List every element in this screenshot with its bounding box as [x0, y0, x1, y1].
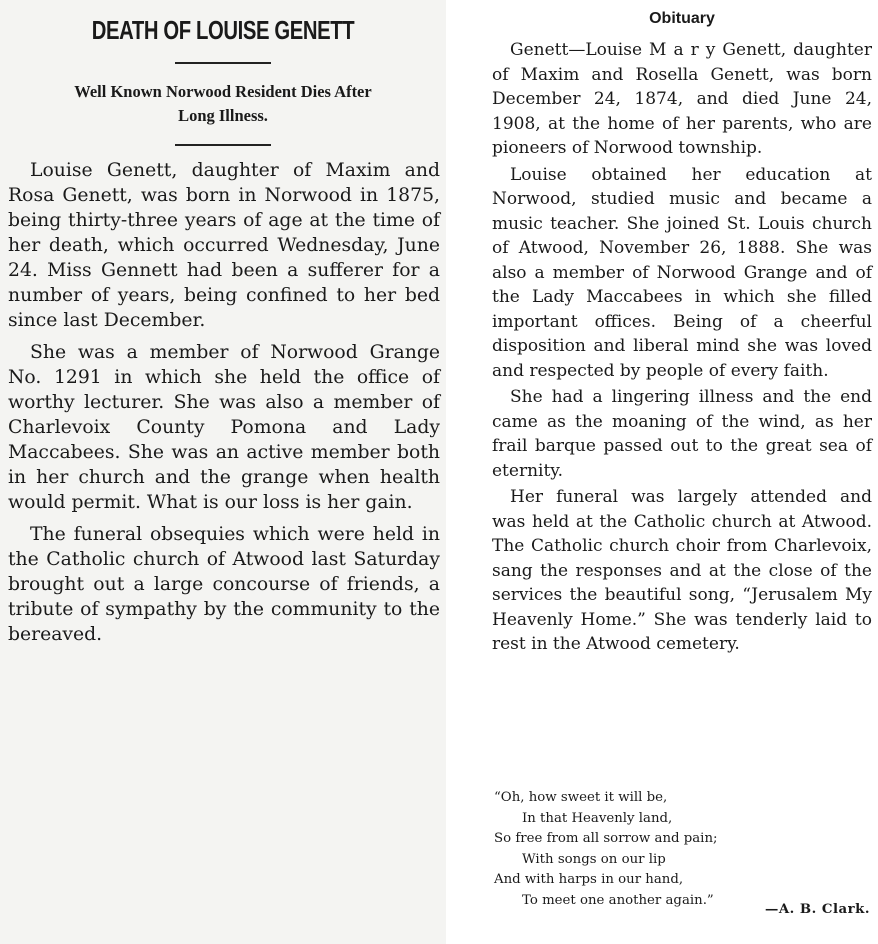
poem-line-6: To meet one another again.” — [522, 892, 714, 908]
poem-line-5: And with harps in our hand, — [494, 872, 684, 887]
subhead-rule — [175, 144, 271, 146]
right-paragraph-2: Louise obtained her education at Norwood, studied music and became a music teacher. She joined St. Louis church of Atwood, November 26, 1888. She was also a member of Norwood Grange and of the Lady Maccabees in which she filled important offices. Being of a cheerful disposition and liberal mind she was loved and respected by people of every faith. — [492, 164, 872, 381]
right-paragraph-4: Her funeral was largely attended and was held at the Catholic church at Atwood. The Catholic church choir from Charlevoix, sang the responses and at the close of the services the beautiful song, “Jerusalem My Heavenly Home.” She was tenderly laid to rest in the Atwood cemetery. — [492, 487, 872, 654]
left-paragraph-1: Louise Genett, daughter of Maxim and Rosa Genett, was born in Norwood in 1875, being thirty-three years of age at the time of her death, which occurred Wednesday, June 24. Miss Gennett had been a sufferer for a number of years, being confined to her bed since last December. — [8, 160, 440, 331]
subheadline — [0, 80, 446, 128]
left-paragraph-3: The funeral obsequies which were held in the Catholic church of Atwood last Saturday brought out a large concourse of friends, a tribute of sympathy by the community to the bereaved. — [8, 524, 440, 645]
poem-line-1: “Oh, how sweet it will be, — [494, 790, 668, 805]
poem-line-3: So free from all sorrow and pain; — [494, 831, 718, 846]
headline: DEATH OF LOUISE GENETT — [91, 15, 355, 45]
obituary-title: Obituary — [649, 10, 715, 27]
column-gap — [446, 0, 486, 944]
right-paragraph-3: She had a lingering illness and the end came as the moaning of the wind, as her frail barque passed out to the great sea of eternity. — [492, 387, 872, 481]
right-paragraph-1: Genett—Louise M a r y Genett, daughter of Maxim and Rosella Genett, was born December 24, 1874, and died June 24, 1908, at the home of her parents, who are pioneers of Norwood township. — [492, 40, 872, 158]
subheadline-line-2: Long Illness. — [178, 106, 268, 125]
right-article-body — [492, 38, 872, 659]
poem — [494, 788, 872, 911]
headline-rule — [175, 62, 271, 64]
poem-line-2: In that Heavenly land, — [522, 810, 673, 826]
left-paragraph-2: She was a member of Norwood Grange No. 1291 in which she held the office of worthy lecturer. She was also a member of Charlevoix County Pomona and Lady Maccabees. She was an active member both in her church and the grange when health would permit. What is our loss is her gain. — [8, 342, 440, 513]
subheadline-line-1: Well Known Norwood Resident Dies After — [74, 82, 372, 101]
left-article-body — [8, 158, 440, 654]
right-clipping — [486, 0, 878, 944]
poem-line-4: With songs on our lip — [522, 851, 666, 867]
signature: —A. B. Clark. — [765, 902, 870, 917]
